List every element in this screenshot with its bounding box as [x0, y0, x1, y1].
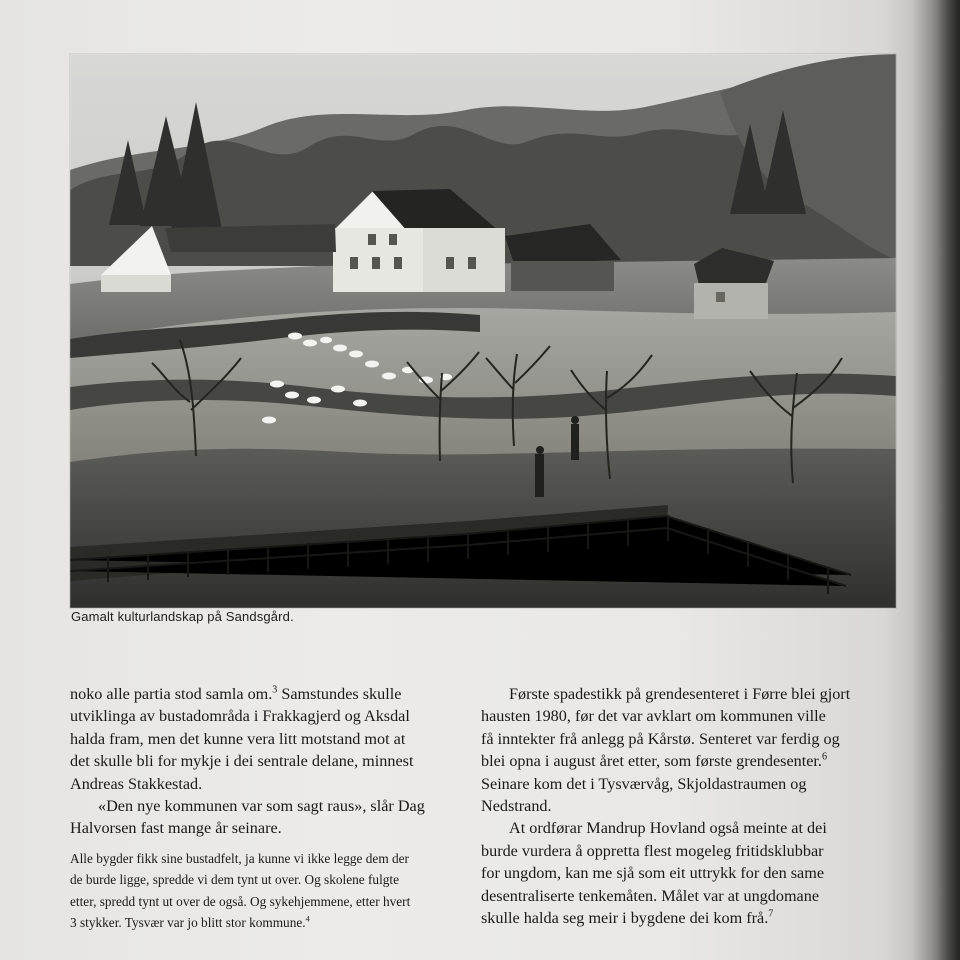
left-p1-line-4: det skulle bli for mykje i dei sentrale delane, minnest: [70, 752, 414, 771]
block-quote: [70, 848, 440, 934]
footnote-3: 3: [272, 684, 278, 696]
left-p1-line-3: halda fram, men det kunne vera litt motstand mot at: [70, 729, 406, 748]
right-p2-line-5: skulle halda seg meir i bygdene dei kom frå.: [481, 909, 769, 928]
photo-caption: Gamalt kulturlandskap på Sandsgård.: [71, 609, 294, 624]
right-p1-line-2: hausten 1980, før det var avklart om kommunen ville: [481, 707, 826, 726]
left-p1-line-2: utviklinga av bustadområda i Frakkagjerd og Aksdal: [70, 707, 410, 726]
quote-line-1: Alle bygder fikk sine bustadfelt, ja kunne vi ikke legge dem der: [70, 850, 409, 866]
quote-line-3: etter, spredd tynt ut over de også. Og sykehjemmene, etter hvert: [70, 893, 411, 909]
left-p2-line-1: «Den nye kommunen var som sagt raus», slår Dag: [98, 797, 425, 816]
right-paragraph-2: [481, 817, 891, 929]
right-p1-line-4: blei opna i august året etter, som første grendesenter.: [481, 752, 822, 771]
left-p2-line-2: Halvorsen fast mange år seinare.: [70, 819, 282, 838]
right-p1-line-6: Nedstrand.: [481, 797, 552, 816]
footnote-6: 6: [821, 751, 827, 763]
book-gutter-shadow: [912, 0, 960, 960]
quote-line-2: de burde ligge, spredde vi dem tynt ut over. Og skolene fulgte: [70, 872, 400, 888]
footnote-7: 7: [768, 908, 774, 920]
right-p2-line-3: for ungdom, kan me sjå som eit uttrykk for den same: [481, 864, 825, 883]
right-p2-line-1: At ordførar Mandrup Hovland også meinte at dei: [509, 819, 827, 838]
right-p2-line-2: burde vurdera å oppretta flest mogeleg fritidsklubbar: [481, 841, 824, 860]
footnote-4: 4: [305, 914, 310, 924]
left-paragraph-1: [70, 683, 440, 795]
landscape-photograph: [70, 54, 896, 608]
right-p1-line-5: Seinare kom det i Tysværvåg, Skjoldastraumen og: [481, 774, 807, 793]
quote-line-4: 3 stykker. Tysvær var jo blitt stor kommune.: [70, 915, 306, 931]
right-text-column: [481, 683, 891, 929]
left-p1-line-1-rest: Samstundes skulle: [277, 685, 402, 703]
left-text-column: [70, 683, 440, 934]
right-paragraph-1: [481, 683, 891, 817]
right-p1-line-1: Første spadestikk på grendesenteret i Førre blei gjort: [509, 685, 851, 703]
right-p1-line-3: få inntekter frå anlegg på Kårstø. Senteret var ferdig og: [481, 729, 840, 748]
farm-landscape-image: [70, 54, 896, 608]
left-paragraph-2: [70, 795, 440, 840]
left-p1-line-1: noko alle partia stod samla om.: [70, 685, 273, 703]
left-p1-line-5: Andreas Stakkestad.: [70, 774, 203, 793]
right-p2-line-4: desentraliserte tenkemåten. Målet var at ungdomane: [481, 886, 820, 905]
